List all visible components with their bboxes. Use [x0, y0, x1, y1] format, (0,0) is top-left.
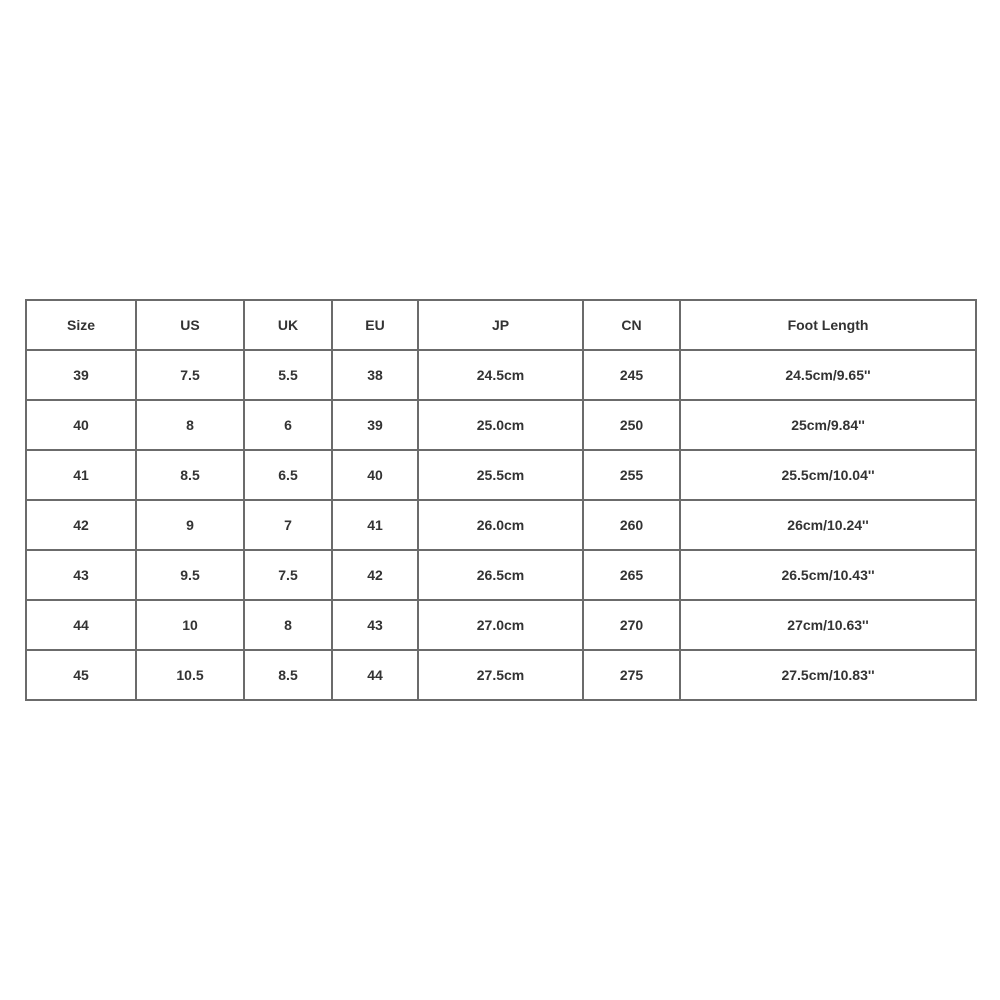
table-cell: 25.5cm — [418, 450, 583, 500]
table-cell: 44 — [26, 600, 136, 650]
table-cell: 26.0cm — [418, 500, 583, 550]
table-cell: 41 — [332, 500, 418, 550]
table-cell: 9 — [136, 500, 244, 550]
table-cell: 45 — [26, 650, 136, 700]
table-cell: 40 — [26, 400, 136, 450]
table-cell: 24.5cm/9.65'' — [680, 350, 976, 400]
table-cell: 42 — [332, 550, 418, 600]
table-cell: 275 — [583, 650, 680, 700]
table-cell: 26.5cm/10.43'' — [680, 550, 976, 600]
header-cell: JP — [418, 300, 583, 350]
table-cell: 8 — [244, 600, 332, 650]
table-cell: 39 — [332, 400, 418, 450]
header-cell: Foot Length — [680, 300, 976, 350]
table-cell: 43 — [332, 600, 418, 650]
header-cell: US — [136, 300, 244, 350]
header-cell: CN — [583, 300, 680, 350]
table-row — [26, 550, 976, 600]
table-cell: 8 — [136, 400, 244, 450]
table-row — [26, 450, 976, 500]
table-header-row — [26, 300, 976, 350]
table-cell: 39 — [26, 350, 136, 400]
table-cell: 26.5cm — [418, 550, 583, 600]
table-cell: 8.5 — [244, 650, 332, 700]
table-row — [26, 350, 976, 400]
table-cell: 9.5 — [136, 550, 244, 600]
table-cell: 260 — [583, 500, 680, 550]
table-cell: 42 — [26, 500, 136, 550]
table-cell: 27.5cm/10.83'' — [680, 650, 976, 700]
table-cell: 6.5 — [244, 450, 332, 500]
table-cell: 25.0cm — [418, 400, 583, 450]
table-cell: 43 — [26, 550, 136, 600]
table-cell: 27.0cm — [418, 600, 583, 650]
table-cell: 44 — [332, 650, 418, 700]
table-cell: 25.5cm/10.04'' — [680, 450, 976, 500]
table-cell: 245 — [583, 350, 680, 400]
table-row — [26, 600, 976, 650]
table-cell: 10.5 — [136, 650, 244, 700]
table-cell: 6 — [244, 400, 332, 450]
table-cell: 270 — [583, 600, 680, 650]
size-chart-table — [25, 299, 977, 701]
table-cell: 7.5 — [244, 550, 332, 600]
table-cell: 8.5 — [136, 450, 244, 500]
table-row — [26, 500, 976, 550]
table-cell: 265 — [583, 550, 680, 600]
header-cell: Size — [26, 300, 136, 350]
table-cell: 250 — [583, 400, 680, 450]
table-cell: 26cm/10.24'' — [680, 500, 976, 550]
table-cell: 25cm/9.84'' — [680, 400, 976, 450]
table-cell: 24.5cm — [418, 350, 583, 400]
table-row — [26, 400, 976, 450]
table-cell: 27.5cm — [418, 650, 583, 700]
table-cell: 5.5 — [244, 350, 332, 400]
table-cell: 41 — [26, 450, 136, 500]
table-cell: 7.5 — [136, 350, 244, 400]
table-cell: 27cm/10.63'' — [680, 600, 976, 650]
table-cell: 38 — [332, 350, 418, 400]
table-cell: 255 — [583, 450, 680, 500]
table-cell: 7 — [244, 500, 332, 550]
header-cell: EU — [332, 300, 418, 350]
table-cell: 40 — [332, 450, 418, 500]
table-row — [26, 650, 976, 700]
header-cell: UK — [244, 300, 332, 350]
table-cell: 10 — [136, 600, 244, 650]
